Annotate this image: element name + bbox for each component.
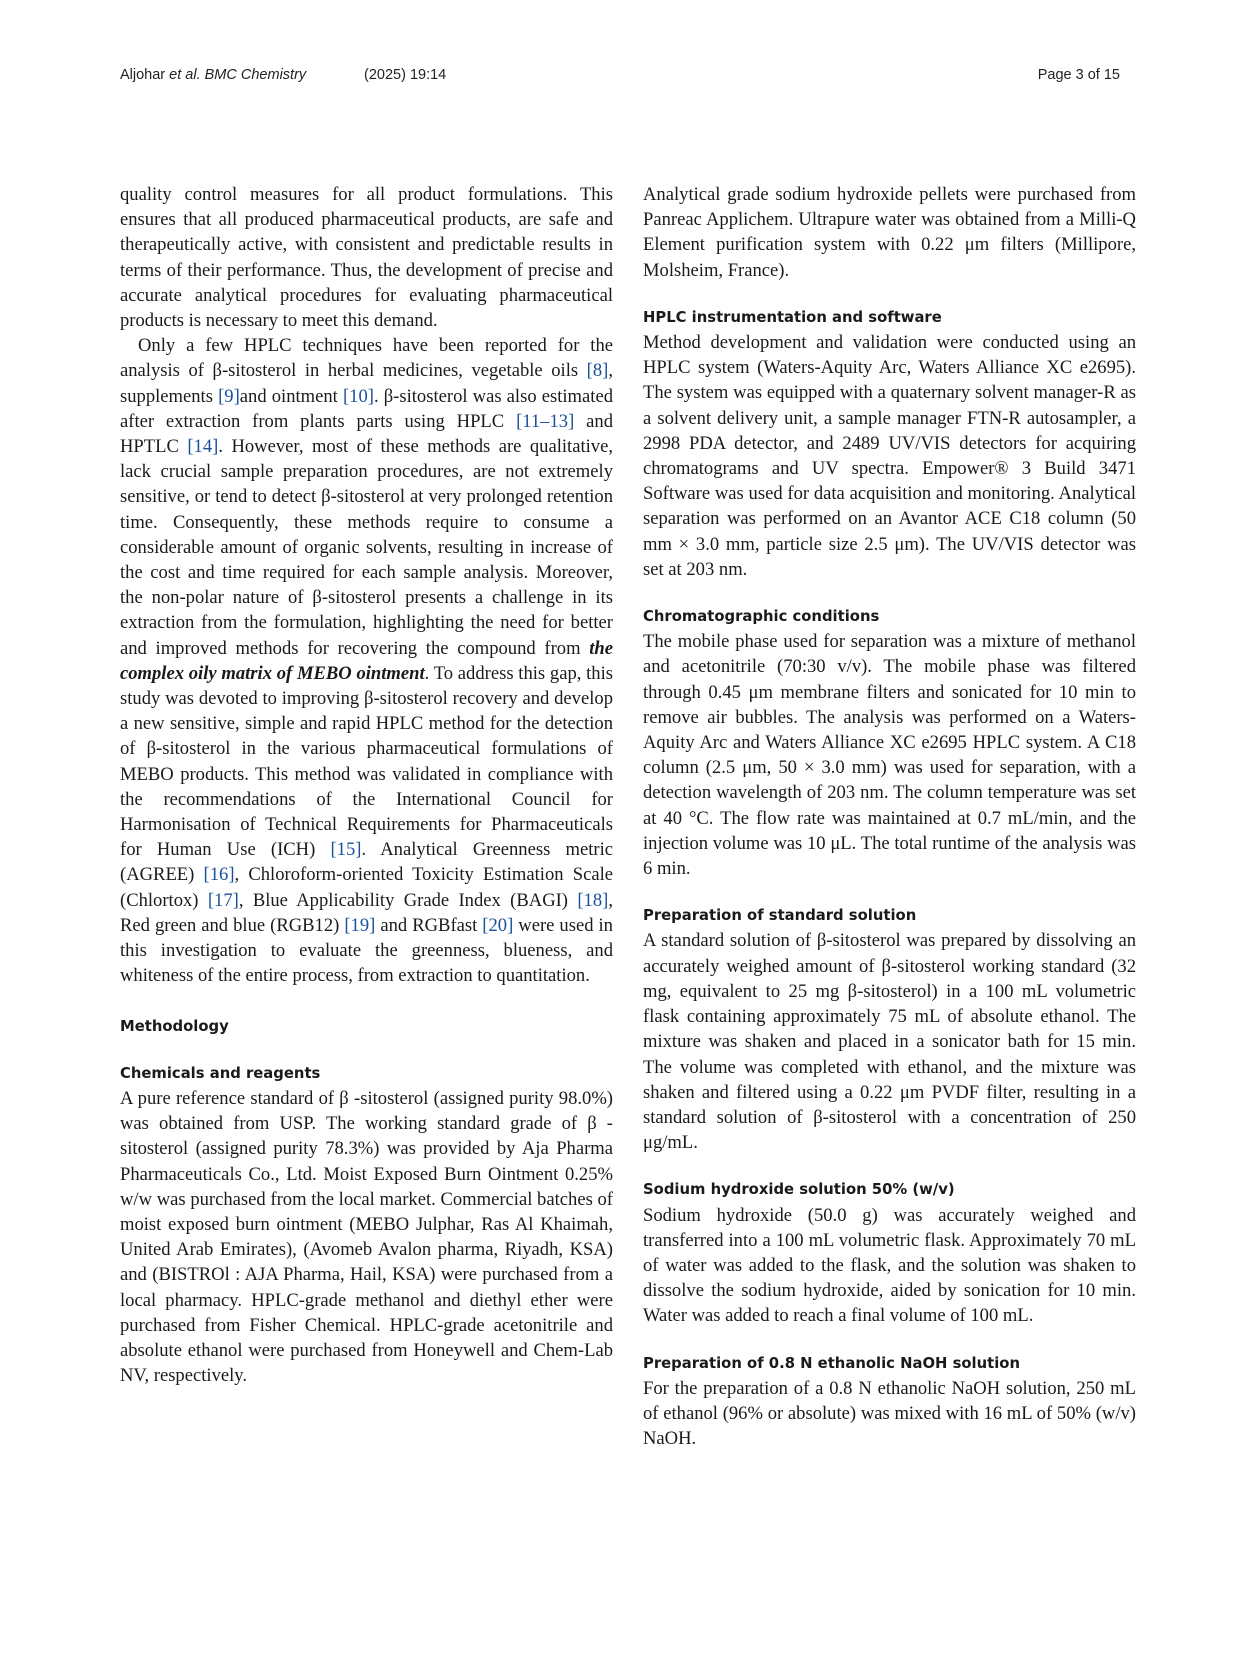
citation-link-8[interactable]: [8] — [586, 360, 609, 382]
subsection-heading-chemicals: Chemicals and reagents — [120, 1064, 321, 1082]
text-run: . To address this gap, this study was devoted to improving β-sitosterol recovery and develop a new sensitive, simple and rapid HPLC method for the detection of β-sitosterol in the various pharmaceutical formulations of MEBO products. This method was validated in compliance with the recommendations of the International Council for Harmonisation of Technical Requirements for Pharmaceuticals for Human Use (ICH) — [120, 662, 613, 861]
text-run: . Analytical Greenness metric (AGREE) — [120, 839, 613, 886]
citation-link-9[interactable]: [9] — [218, 385, 240, 407]
spacer — [643, 283, 1136, 305]
header-authors: Aljohar — [120, 67, 170, 83]
running-header-citation — [120, 67, 306, 83]
header-etal: et al. — [169, 67, 201, 83]
citation-link-19[interactable]: [19] — [344, 914, 376, 936]
intro-paragraph-hplc — [120, 333, 613, 988]
spacer — [120, 989, 613, 1014]
header-page-number: Page 3 of 15 — [1037, 67, 1120, 83]
naoh-solution-paragraph: Sodium hydroxide (50.0 g) was accurately weighed and transferred into a 100 mL volumetric flask. Approximately 70 mL of water was added to the flask, and the solution was shaken to dissolve the sodium hydroxide, aided by sonication for 10 min. Water was added to reach a final volume of 100 mL. — [643, 1204, 1136, 1327]
citation-link-15[interactable]: [15] — [330, 839, 362, 861]
citation-link-10[interactable]: [10] — [342, 385, 374, 407]
chemicals-paragraph-continued: Analytical grade sodium hydroxide pellets were purchased from Panreac Applichem. Ultrapure water was obtained from a Milli-Q Element purification system with 0.22 μm filters (Millipore, Molsheim, France). — [643, 184, 1136, 281]
text-run: and HPTLC — [120, 410, 613, 458]
citation-link-11-13[interactable]: [11–13] — [516, 410, 575, 432]
text-run: , supplements — [120, 360, 613, 407]
subsection-heading-chromatographic: Chromatographic conditions — [643, 608, 880, 626]
standard-solution-paragraph: A standard solution of β-sitosterol was prepared by dissolving an accurately weighed amount of β-sitosterol working standard (32 mg, equivalent to 25 mg β-sitosterol) in a 100 mL volumetric flask containing approximately 75 mL of absolute ethanol. The mixture was shaken and placed in a sonicator bath for 15 min. The volume was completed with ethanol, and the mixture was shaken and filtered using a 0.22 μm PVDF filter, resulting in a standard solution of β-sitosterol with a concentration of 250 μg/mL. — [643, 930, 1136, 1154]
citation-link-18[interactable]: [18] — [577, 889, 609, 911]
spacer — [643, 1329, 1136, 1351]
text-run: and ointment — [239, 385, 343, 407]
citation-link-20[interactable]: [20] — [482, 914, 514, 936]
text-run: and RGBfast — [375, 914, 483, 936]
ethanolic-naoh-paragraph: For the preparation of a 0.8 N ethanolic NaOH solution, 250 mL of ethanol (96% or absolute) was mixed with 16 mL of 50% (w/v) NaOH. — [643, 1377, 1136, 1450]
citation-link-16[interactable]: [16] — [203, 864, 235, 886]
subsection-heading-naoh-solution: Sodium hydroxide solution 50% (w/v) — [643, 1181, 955, 1199]
spacer — [120, 1039, 613, 1061]
hplc-paragraph: Method development and validation were conducted using an HPLC system (Waters-Aquity Arc, Waters Alliance XC e2695). The system was equipped with a quaternary solvent manager-R as a solvent delivery unit, a sample manager FTN-R autosampler, a 2998 PDA detector, and 2489 UV/VIS detectors for acquiring chromatograms and UV spectra. Empower® 3 Build 3471 Software was used for data acquisition and monitoring. Analytical separation was performed on an Avantor ACE C18 column (50 mm × 3.0 mm, particle size 2.5 μm). The UV/VIS detector was set at 203 nm. — [643, 332, 1136, 580]
chromatographic-paragraph: The mobile phase used for separation was a mixture of methanol and acetonitrile (70:30 v/v). The mobile phase was filtered through 0.45 μm membrane filters and sonicated for 10 min to remove air bubbles. The analysis was performed on a Waters-Aquity Arc and Waters Alliance XC e2695 HPLC system. A C18 column (2.5 μm, 50 × 3.0 mm) was used for separation, with a detection wavelength of 203 nm. The column temperature was set at 40 °C. The flow rate was maintained at 0.7 mL/min, and the injection volume was 10 μL. The total runtime of the analysis was 6 min. — [643, 631, 1136, 880]
citation-link-17[interactable]: [17] — [207, 889, 239, 911]
left-column — [120, 182, 613, 1388]
header-journal: BMC Chemistry — [200, 67, 307, 83]
text-run: , Chloroform-oriented Toxicity Estimation Scale (Chlortox) — [120, 864, 613, 911]
subsection-heading-hplc: HPLC instrumentation and software — [643, 308, 942, 326]
text-run: were used in this investigation to evaluate the greenness, blueness, and whiteness of the entire process, from extraction to quantitation. — [120, 914, 613, 987]
text-run: , Blue Applicability Grade Index (BAGI) — [238, 889, 578, 911]
text-run: Only a few HPLC techniques have been reported for the analysis of β-sitosterol in herbal medicines, vegetable oils — [120, 335, 613, 382]
chemicals-paragraph: A pure reference standard of β -sitosterol (assigned purity 98.0%) was obtained from USP. The working standard grade of β -sitosterol (assigned purity 78.3%) was provided by Aja Pharma Pharmaceuticals Co., Ltd. Moist Exposed Burn Ointment 0.25% w/w was purchased from the local market. Commercial batches of moist exposed burn ointment (MEBO Julphar, Ras Al Khaimah, United Arab Emirates), (Avomeb Avalon pharma, Riyadh, KSA) and (BISTROl : AJA Pharma, Hail, KSA) were purchased from a local pharmacy. HPLC-grade methanol and diethyl ether were purchased from Fisher Chemical. HPLC-grade acetonitrile and absolute ethanol were purchased from Honeywell and Chem-Lab NV, respectively. — [120, 1087, 613, 1387]
spacer — [643, 1155, 1136, 1177]
intro-paragraph-continued: quality control measures for all product formulations. This ensures that all produced pharmaceutical products, are safe and therapeutically active, with consistent and predictable results in terms of their performance. Thus, the development of precise and accurate analytical procedures for evaluating pharmaceutical products is necessary to meet this demand. — [120, 184, 613, 332]
text-run: . β-sitosterol was also estimated after extraction from plants parts using HPLC — [120, 385, 613, 432]
header-year-volume: (2025) 19:14 — [364, 67, 447, 83]
spacer — [643, 881, 1136, 903]
text-run: , Red green and blue (RGB12) — [120, 889, 613, 936]
section-heading-methodology: Methodology — [120, 1017, 229, 1035]
citation-link-14[interactable]: [14] — [187, 436, 219, 458]
right-column — [643, 182, 1136, 1451]
emphasized-phrase: the complex oily matrix of MEBO ointment — [120, 637, 613, 684]
text-run: . However, most of these methods are qualitative, lack crucial sample preparation procedures, are not extremely sensitive, or tend to detect β-sitosterol at very prolonged retention time. Consequently, these methods require to consume a considerable amount of organic solvents, resulting in increase of the cost and time required for each sample analysis. Moreover, the non-polar nature of β-sitosterol presents a challenge in its extraction from the formulation, highlighting the need for better and improved methods for recovering the compound from — [120, 436, 613, 659]
subsection-heading-standard-solution: Preparation of standard solution — [643, 907, 917, 925]
spacer — [643, 582, 1136, 604]
subsection-heading-ethanolic-naoh: Preparation of 0.8 N ethanolic NaOH solution — [643, 1354, 1020, 1372]
